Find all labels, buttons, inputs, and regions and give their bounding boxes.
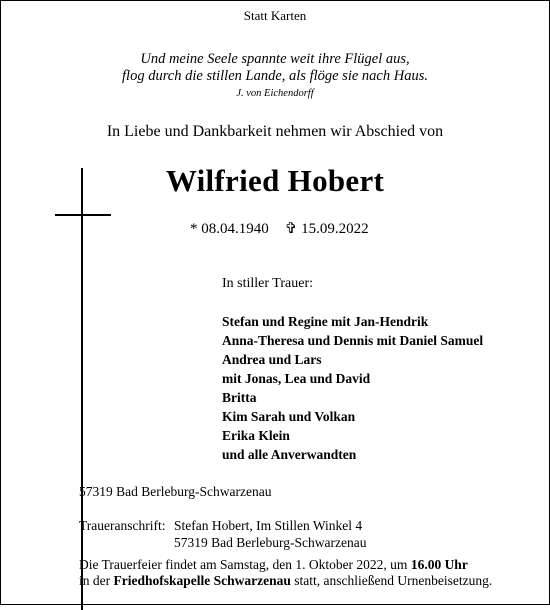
farewell-intro: In Liebe und Dankbarkeit nehmen wir Abschied von <box>106 123 444 140</box>
poem-line-2: flog durch die stillen Lande, als flöge sie nach Haus. <box>122 68 428 84</box>
funeral-text-prefix: in der <box>79 573 114 588</box>
mourner-line: mit Jonas, Lea und David <box>222 371 371 386</box>
cross-icon <box>81 168 83 610</box>
funeral-info-line-1 <box>79 557 468 573</box>
mourner-line: Anna-Theresa und Dennis mit Daniel Samuel <box>222 333 484 348</box>
mourner-line: Kim Sarah und Volkan <box>222 409 356 424</box>
mourner-line: Stefan und Regine mit Jan-Hendrik <box>222 314 429 329</box>
header-text: Statt Karten <box>243 8 307 23</box>
mourner-line: und alle Anverwandten <box>222 447 357 462</box>
funeral-info-line-2 <box>79 573 492 589</box>
funeral-place: Friedhofskapelle Schwarzenau <box>113 573 291 588</box>
trauer-address-label: Traueranschrift: <box>79 518 166 533</box>
death-date: ✞ 15.09.2022 <box>284 221 369 237</box>
deceased-name: Wilfried Hobert <box>165 163 385 198</box>
mourner-line: Erika Klein <box>222 428 290 443</box>
mourners-list <box>222 312 483 464</box>
mourner-line: Andrea und Lars <box>222 352 322 367</box>
birth-date: * 08.04.1940 <box>190 221 269 237</box>
life-dates <box>190 219 369 238</box>
cross-icon-bar <box>55 214 111 216</box>
mourning-intro: In stiller Trauer: <box>222 276 313 291</box>
poem-author: J. von Eichendorff <box>236 88 314 99</box>
funeral-text: Die Trauerfeier findet am Samstag, den 1. Oktober 2022, um <box>79 557 411 572</box>
funeral-text-suffix: statt, anschließend Urnenbeisetzung. <box>290 573 493 588</box>
trauer-address-line-2: 57319 Bad Berleburg-Schwarzenau <box>174 535 367 550</box>
poem-line-1: Und meine Seele spannte weit ihre Flügel aus, <box>140 51 410 67</box>
funeral-time: 16.00 Uhr <box>410 557 468 572</box>
mourner-line: Britta <box>222 390 257 405</box>
trauer-address-line-1: Stefan Hobert, Im Stillen Winkel 4 <box>174 518 363 533</box>
family-address: 57319 Bad Berleburg-Schwarzenau <box>79 484 272 499</box>
